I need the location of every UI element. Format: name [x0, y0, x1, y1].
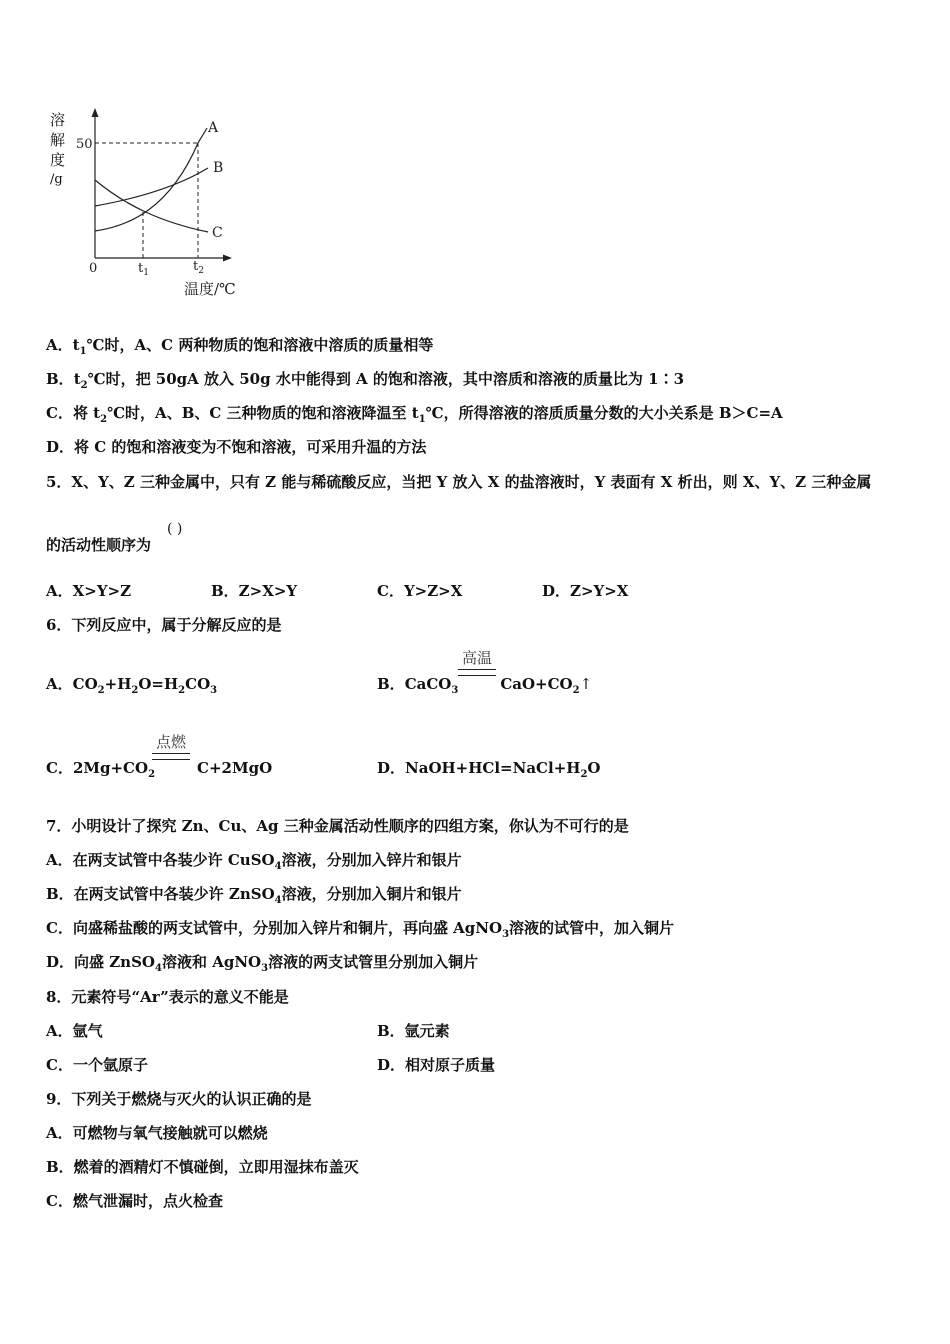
curve-b-label: B	[213, 160, 224, 176]
y-label-char: 溶	[50, 111, 66, 129]
q4-option-a: A．$t_1℃$时，A、C 两种物质的饱和溶液中溶质的质量相等	[46, 336, 434, 357]
solubility-graph	[40, 100, 260, 310]
q8-option-a: A．氩气	[46, 1022, 103, 1040]
q5-option-d: D．Z>Y>X	[542, 582, 629, 600]
q7-stem: 7．小明设计了探究 Zn、Cu、Ag 三种金属活动性顺序的四组方案，你认为不可行的是	[46, 817, 629, 835]
q9-option-c: C．燃气泄漏时，点火检查	[46, 1192, 223, 1210]
q6-option-a: A．$CO_2+H_2O=H_2CO_3$	[46, 675, 218, 696]
q7-option-c: C．向盛稀盐酸的两支试管中，分别加入锌片和铜片，再向盛 AgNO$_3$溶液的试管中，加入铜片	[46, 919, 675, 940]
q8-stem: 8．元素符号“Ar”表示的意义不能是	[46, 988, 289, 1006]
y-label-char: 度	[50, 151, 66, 169]
curve-c-label: C	[212, 225, 223, 241]
x-axis-arrow	[223, 255, 232, 262]
q4-option-b: B．$t_2℃$时，把 50gA 放入 50g 水中能得到 A 的饱和溶液，其中溶质和溶液的质量比为 1∶3	[46, 370, 685, 391]
q5-option-c: C．Y>Z>X	[377, 582, 463, 600]
q6-c-equals-sign	[152, 753, 190, 760]
q8-option-c: C．一个氩原子	[46, 1056, 148, 1074]
q4-option-c: C．将 $t_2℃$时，A、B、C 三种物质的饱和溶液降温至 $t_1℃$，所得溶液的溶质质量分数的大小关系是 B＞C=A	[46, 404, 783, 425]
q6-option-c: C．$2Mg+CO_2$ C+2MgO	[46, 759, 273, 780]
y-axis-arrow	[92, 108, 99, 117]
q9-option-a: A．可燃物与氧气接触就可以燃烧	[46, 1124, 268, 1142]
q9-option-b: B．燃着的酒精灯不慎碰倒，立即用湿抹布盖灭	[46, 1158, 359, 1176]
origin-label: 0	[89, 261, 98, 276]
q6-option-b: B．CaCO$_3$ $CaO+CO_2↑$	[377, 675, 593, 696]
q8-option-d: D．相对原子质量	[377, 1056, 496, 1074]
y-label-char: 解	[50, 131, 66, 149]
q6-c-condition: 点燃	[155, 733, 186, 751]
q4-option-d: D．将 C 的饱和溶液变为不饱和溶液，可采用升温的方法	[46, 438, 427, 456]
q7-option-a: A．在两支试管中各装少许 CuSO$_4$溶液，分别加入锌片和银片	[46, 851, 462, 872]
q7-option-b: B．在两支试管中各装少许 ZnSO$_4$溶液，分别加入铜片和银片	[46, 885, 462, 906]
y-tick-50: 50	[76, 137, 93, 152]
q6-b-condition: 高温	[461, 649, 492, 667]
q6-b-equals-sign	[458, 669, 496, 676]
x-tick-t2: $t_2$	[193, 259, 204, 276]
curve-c	[95, 180, 208, 232]
q7-option-d: D．向盛 ZnSO$_4$溶液和 AgNO$_3$溶液的两支试管里分别加入铜片	[46, 953, 479, 974]
q5-stem-cont: 的活动性顺序为	[46, 536, 152, 554]
x-tick-t1: $t_1$	[138, 261, 149, 278]
q5-answer-paren: ( )	[167, 521, 183, 537]
q5-stem: 5．X、Y、Z 三种金属中，只有 Z 能与稀硫酸反应，当把 Y 放入 X 的盐溶液时，Y 表面有 X 析出，则 X、Y、Z 三种金属	[46, 473, 872, 491]
q6-stem: 6．下列反应中，属于分解反应的是	[46, 616, 282, 634]
q5-option-a: A．X>Y>Z	[46, 582, 132, 600]
q5-option-b: B．Z>X>Y	[211, 582, 298, 600]
curve-a-label: A	[208, 120, 219, 136]
curve-b	[95, 168, 208, 206]
y-label-char: /g	[50, 172, 63, 187]
q6-option-d: D．$NaOH+HCl=NaCl+H_2O$	[377, 759, 601, 780]
q9-stem: 9．下列关于燃烧与灭火的认识正确的是	[46, 1090, 312, 1108]
x-axis-label: 温度/℃	[184, 280, 236, 298]
q8-option-b: B．氩元素	[377, 1022, 450, 1040]
